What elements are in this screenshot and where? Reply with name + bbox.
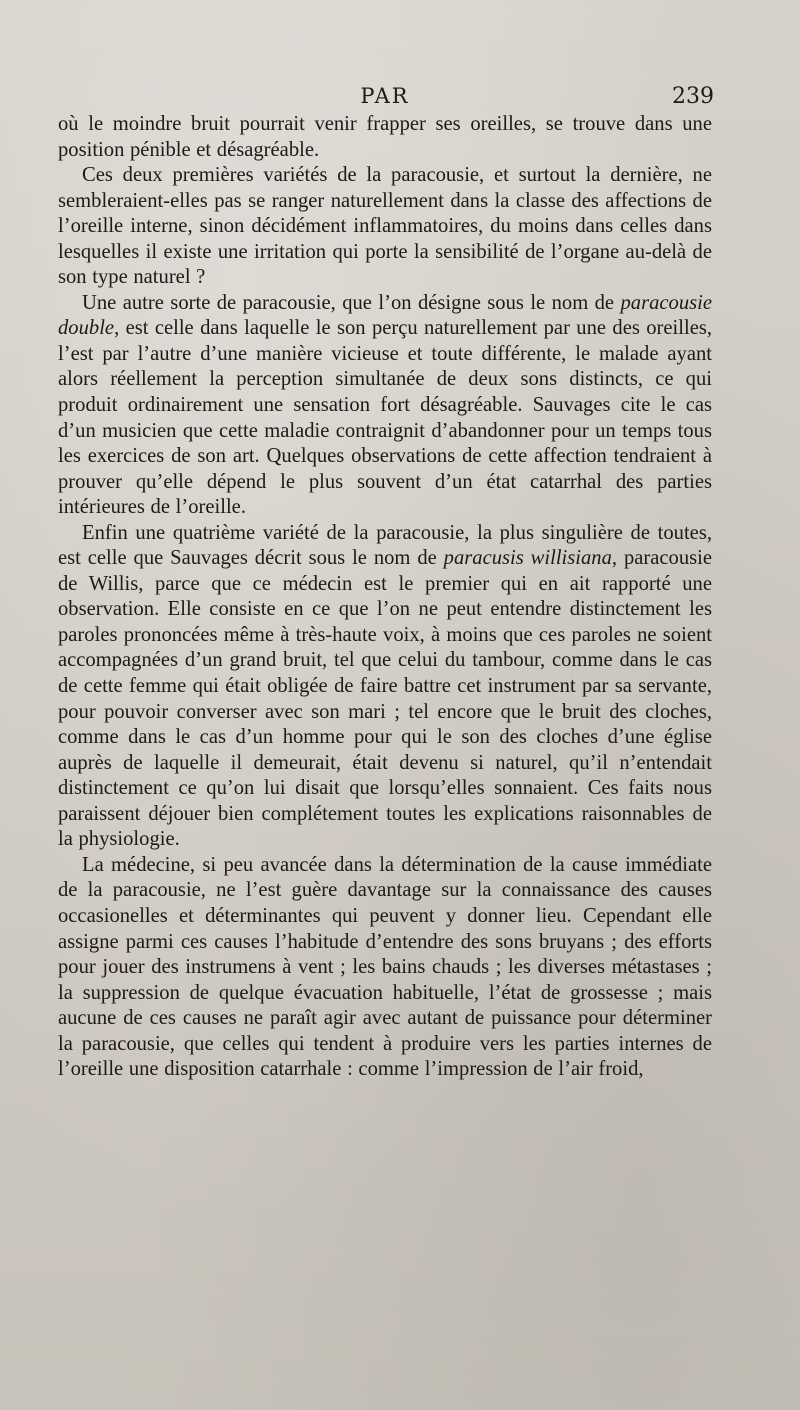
page-number: 239 [672,84,714,109]
italic-term: paracusis willisiana [443,547,612,570]
paragraph-3 [58,291,712,521]
paragraph-5 [58,853,712,1083]
text-segment: Enfin une quatrième variété de la paracousie, la plus singulière de toutes, est celle que Sauvages décrit sous le nom de [58,521,712,570]
text-segment: , est celle dans laquelle le son perçu naturellement par une des oreilles, l’est par l’autre d’une manière vicieuse et toute différente, le malade ayant alors réellement la perception simultanée de deux sons distincts, ce qui produit ordinairement une sensation fort désagréable. Sauvages cite le cas d’un musicien que cette maladie contraignit d’abandonner pour un temps tous les exercices de son art. Quelques observations de cette affection tendraient à prouver qu’elle dépend le plus souvent d’un état catarrhal des parties intérieures de l’oreille. [58,317,712,519]
body-text [58,112,712,1083]
text-segment: , paracousie de Willis, parce que ce médecin est le premier qui en ait rapporté une observation. Elle consiste en ce que l’on ne peut entendre distinctement les paroles prononcées même à très-haute voix, à moins que ces paroles ne soient accompagnées d’un grand bruit, tel que celui du tambour, comme dans le cas de cette femme qui était obligée de faire battre cet instrument par sa servante, pour pouvoir converser avec son mari ; tel encore que le bruit des cloches, comme dans le cas d’un homme pour qui le son des cloches d’une église auprès de laquelle il demeurait, était devenu si naturel, qu’il n’entendait distinctement ce qu’on lui disait que lorsqu’elles sonnaient. Ces faits nous paraissent déjouer bien complétement toutes les explications raisonnables de la physiologie. [58,547,712,851]
paragraph-4 [58,521,712,853]
text-segment: où le moindre bruit pourrait venir frapper ses oreilles, se trouve dans une position pénible et désagréable. [58,113,712,161]
text-segment: La médecine, si peu avancée dans la détermination de la cause immédiate de la paracousie, ne l’est guère davantage sur la connaissance des causes occasionelles et déterminantes qui peuvent y donner lieu. Cependant elle assigne parmi ces causes l’habitude d’entendre des sons bruyans ; des efforts pour jouer des instrumens à vent ; les bains chauds ; les diverses métastases ; la suppression de quelque évacuation habituelle, l’état de grossesse ; mais aucune de ces causes ne paraît agir avec autant de puissance pour déterminer la paracousie, que celles qui tendent à produire vers les parties internes de l’oreille une disposition catarrhale : comme l’impression de l’air froid, [58,853,712,1081]
text-segment: Une autre sorte de paracousie, que l’on désigne sous le nom de [82,291,621,314]
paragraph-2 [58,163,712,291]
running-head [58,80,712,112]
italic-term: paracousie double [58,291,712,340]
text-segment: Ces deux premières variétés de la paracousie, et surtout la dernière, ne sembleraient-elles pas se ranger naturellement dans la classe des affections de l’oreille interne, sinon décidément inflammatoires, du moins dans celles dans lesquelles il existe une irritation qui porte la sensibilité de l’organe au-delà de son type naturel ? [58,164,712,289]
running-title: PAR [360,84,410,108]
paragraph-1 [58,112,712,163]
